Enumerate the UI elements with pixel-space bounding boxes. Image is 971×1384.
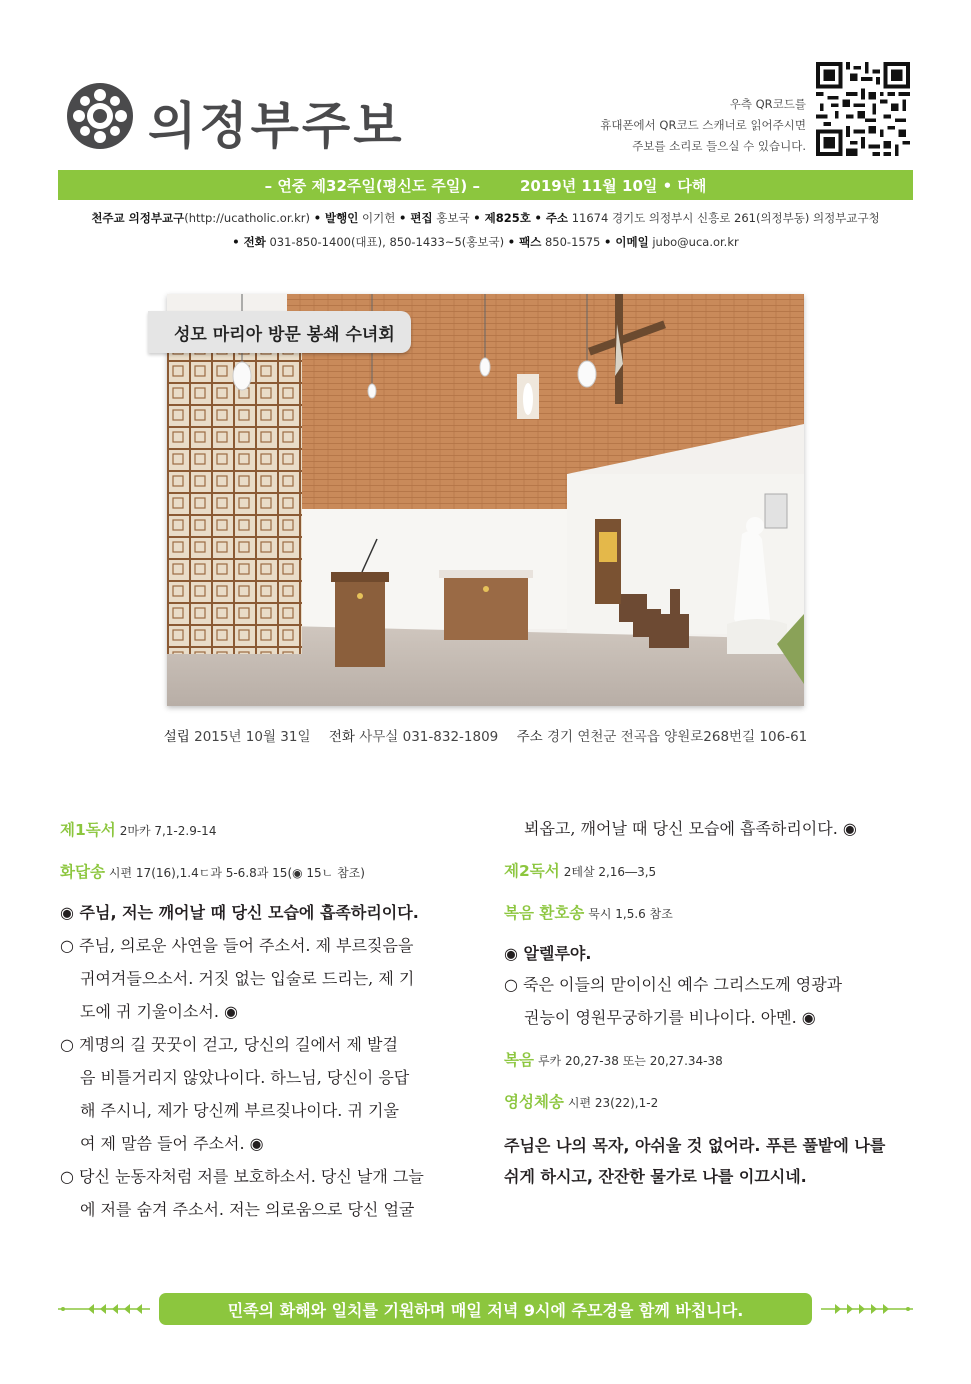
phone-label: • 전화 [232,235,266,249]
alleluia-ref: 묵시 1,5.6 참조 [588,907,673,921]
psalm-verses [60,929,480,1226]
verse-line: 도에 귀 기울이소서. ◉ [80,1002,238,1021]
editor-label: • 편집 [399,211,433,225]
verse-line: ○ 계명의 길 꿋꿋이 걷고, 당신의 길에서 제 발걸 [60,1035,398,1054]
vine-left-icon [58,1300,156,1318]
alleluia-row [504,901,924,923]
verse-line: 에 저를 숨겨 주소서. 저는 의로움으로 당신 얼굴 [80,1200,415,1219]
diocese-label: 천주교 의정부교구 [91,211,185,225]
verse-line: 귀여겨들으소서. 거짓 없는 입술로 드리는, 제 기 [80,969,415,988]
address-value: 11674 경기도 의정부시 신흥로 261(의정부동) 의정부교구청 [571,211,880,225]
psalm-label: 화답송 [60,863,105,881]
sunday-name: – 연중 제32주일(평신도 주일) – [264,176,480,195]
address-label: 주소 [516,729,543,745]
address-label: • 주소 [534,211,569,225]
gospel-row [504,1048,924,1070]
alleluia-label: 복음 환호송 [504,904,585,922]
verse-continuation: 뵈옵고, 깨어날 때 당신 모습에 흡족하리이다. ◉ [524,819,857,838]
qr-note-line: 주보를 소리로 들으실 수 있습니다. [632,139,806,153]
verse-line: ○ 죽은 이들의 맏이이신 예수 그리스도께 영광과 [504,975,843,994]
community-details [0,725,971,745]
publisher-label: • 발행인 [313,211,359,225]
phone-label: 전화 [328,729,355,745]
editor-value: 홍보국 [436,211,470,225]
founded-value: 2015년 10월 31일 [194,729,311,745]
qr-note-line: 우측 QR코드를 [729,97,806,111]
communion-ref: 시편 23(22),1-2 [567,1096,659,1110]
qr-instructions [600,94,806,157]
qr-code[interactable] [816,62,910,156]
antiphon-line: 쉬게 하시고, 잔잔한 물가로 나를 이끄시네. [504,1167,807,1186]
fax-label: • 팩스 [507,235,542,249]
communion-label: 영성체송 [504,1093,564,1111]
communion-antiphon [504,1130,924,1192]
communion-row [504,1090,924,1112]
verse-line: 해 주시니, 제가 당신께 부르짖나이다. 귀 기울 [80,1101,399,1120]
phone-value: 사무실 031-832-1809 [359,729,499,745]
psalm-row [60,860,480,880]
email-value[interactable]: jubo@uca.or.kr [652,235,739,249]
diocese-url[interactable]: (http://ucatholic.or.kr) [184,211,311,225]
issue-number: • 제825호 [473,211,531,225]
gospel-ref: 루카 20,27-38 또는 20,27.34-38 [537,1054,723,1068]
prayer-banner: 민족의 화해와 일치를 기원하며 매일 저녁 9시에 주모경을 함께 바칩니다. [159,1293,812,1325]
reading1-label: 제1독서 [60,821,116,839]
gospel-label: 복음 [504,1051,534,1069]
vine-right-icon [815,1300,913,1318]
alleluia-verse [504,968,924,1034]
right-column [504,812,924,1192]
contact-info [0,234,971,250]
verse-line: ○ 주님, 의로운 사연을 들어 주소서. 제 부르짖음을 [60,936,414,955]
chapel-photo [167,294,804,706]
left-column [60,818,480,1226]
publisher-value: 이기헌 [362,211,396,225]
bulletin-title: 의정부주보 [148,96,405,155]
psalm-ref: 시편 17(16),1.4ㄷ과 5-6.8과 15(◉ 15ㄴ 참조) [108,866,365,880]
verse-line: ○ 당신 눈동자처럼 저를 보호하소서. 당신 날개 그늘 [60,1167,424,1186]
reading2-label: 제2독서 [504,862,560,880]
bulletin-date: 2019년 11월 10일 • 다해 [519,176,707,195]
verse-line: 권능이 영원무궁하기를 비나이다. 아멘. ◉ [524,1008,816,1027]
reading1-ref: 2마카 7,1-2.9-14 [119,824,217,838]
diocese-logo-icon [66,82,134,150]
fax-value: 850-1575 [544,235,601,249]
community-name-tag: 성모 마리아 방문 봉쇄 수녀회 [148,311,411,353]
verse-line: 음 비틀거리지 않았나이다. 하느님, 당신이 응답 [80,1068,410,1087]
alleluia-response: ◉ 알렐루야. [504,944,592,963]
antiphon-line: 주님은 나의 목자, 아쉬울 것 없어라. 푸른 풀밭에 나를 [504,1136,886,1155]
psalm-response: ◉ 주님, 저는 깨어날 때 당신 모습에 흡족하리이다. [60,903,419,922]
reading2-row [504,859,924,881]
founded-label: 설립 [163,729,190,745]
qr-note-line: 휴대폰에서 QR코드 스캐너로 읽어주시면 [600,118,806,132]
reading2-ref: 2테살 2,16―3,5 [563,865,657,879]
phone-value: 031-850-1400(대표), 850-1433~5(홍보국) [269,235,505,249]
address-value: 경기 연천군 전곡읍 양원로268번길 106-61 [546,729,808,745]
publisher-info [0,210,971,226]
liturgical-date-band [58,170,913,200]
verse-line: 여 제 말씀 들어 주소서. ◉ [80,1134,264,1153]
email-label: • 이메일 [604,235,649,249]
reading1-row [60,818,480,838]
